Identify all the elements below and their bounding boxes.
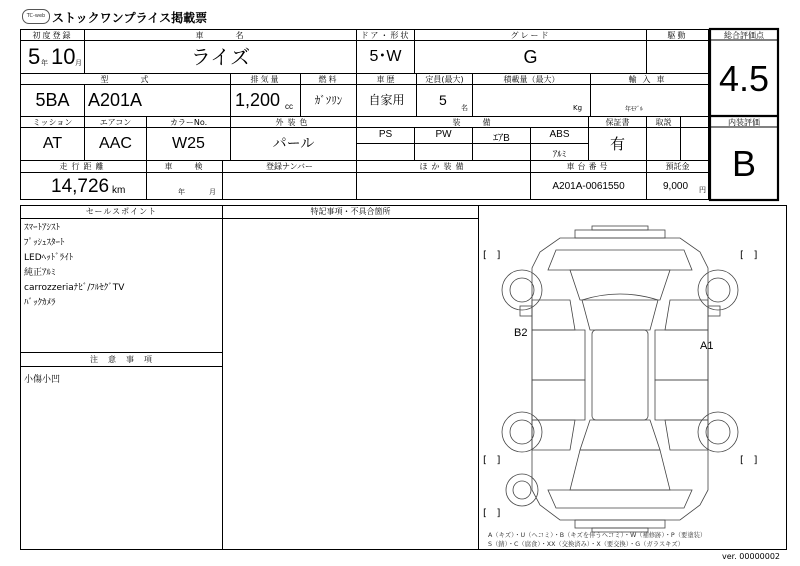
model-prefix-value: 5BA bbox=[35, 90, 70, 110]
bracket-close: ] bbox=[496, 508, 501, 519]
capacity-label: 定員(最大) bbox=[425, 75, 464, 84]
bracket-left-top bbox=[483, 250, 500, 261]
inspection-month-unit: 月 bbox=[209, 188, 216, 196]
equipment-label: 装 備 bbox=[452, 118, 493, 127]
chassis-value: A201A-0061550 bbox=[552, 181, 625, 192]
load-label: 積載量（最大） bbox=[503, 75, 560, 84]
manual-label: 取説 bbox=[655, 118, 672, 127]
bracket-close: ] bbox=[496, 455, 501, 466]
list-item: 純正ｱﾙﾐ bbox=[24, 268, 56, 278]
mileage-unit: km bbox=[112, 185, 126, 196]
notes-label: 注 意 事 項 bbox=[90, 355, 153, 364]
import-label: 輸入車 bbox=[628, 75, 671, 84]
mission-value: AT bbox=[42, 135, 63, 152]
list-item: ﾊﾞｯｸｶﾒﾗ bbox=[24, 298, 56, 308]
displacement-label: 排気量 bbox=[250, 75, 281, 84]
sales-points-label: セールスポイント bbox=[85, 207, 158, 216]
door-label: ドア・形状 bbox=[360, 31, 411, 40]
equip-alloy: ｱﾙﾐ bbox=[552, 150, 567, 160]
capacity-number: 5 bbox=[439, 92, 447, 108]
grade-label: グレード bbox=[510, 31, 551, 40]
displacement-number: 1,200 bbox=[235, 90, 281, 110]
history-value: 自家用 bbox=[368, 93, 405, 107]
aircon-label: エアコン bbox=[99, 118, 132, 127]
deposit-label: 預託金 bbox=[665, 162, 690, 171]
drive-label: 駆動 bbox=[667, 31, 688, 40]
bracket-open: [ bbox=[483, 508, 487, 519]
chassis-label: 車台番号 bbox=[566, 162, 611, 171]
bracket-open: [ bbox=[740, 455, 744, 466]
page-title: ストックワンプライス掲載票 bbox=[52, 11, 208, 25]
color-no-label: カラーNo. bbox=[169, 118, 208, 127]
bracket-open: [ bbox=[483, 455, 487, 466]
deposit-number: 9,000 bbox=[663, 181, 689, 192]
history-label: 車歴 bbox=[376, 75, 397, 84]
bracket-open: [ bbox=[740, 250, 744, 261]
door-shape-value: 5･W bbox=[369, 48, 402, 65]
first-reg-month: 10 bbox=[51, 44, 76, 69]
bracket-right-bottom bbox=[740, 455, 757, 466]
car-name-label: 車 名 bbox=[195, 31, 246, 40]
mission-label: ミッション bbox=[32, 118, 73, 127]
damage-mark-b2: B2 bbox=[514, 327, 528, 339]
bracket-open: [ bbox=[483, 250, 487, 261]
list-item: ﾌﾟｯｼｭｽﾀｰﾄ bbox=[24, 238, 65, 248]
bracket-close: ] bbox=[496, 250, 501, 261]
car-name-value: ライズ bbox=[190, 45, 251, 69]
model-code-value: A201A bbox=[88, 90, 143, 110]
list-item: 小傷小凹 bbox=[24, 375, 61, 385]
list-item: LEDﾍｯﾄﾞﾗｲﾄ bbox=[24, 253, 74, 263]
bracket-close: ] bbox=[753, 455, 758, 466]
legend-line-2: S（錆）・C（腐食）・XX（交換済み）・X（要交換）・G（ガラスキズ） bbox=[488, 541, 684, 548]
list-item: carrozzeriaﾅﾋﾞ/ﾌﾙｾｸﾞTV bbox=[24, 283, 125, 293]
plate-label: 登録ナンバー bbox=[265, 162, 314, 171]
total-score-value: 4.5 bbox=[718, 58, 770, 99]
warranty-label: 保証書 bbox=[605, 118, 630, 127]
first-reg-label: 初度登録 bbox=[32, 31, 73, 40]
other-equip-label: ほか装備 bbox=[419, 162, 468, 171]
exterior-value: パール bbox=[272, 136, 315, 152]
deposit-unit: 円 bbox=[699, 187, 706, 194]
first-reg-year: 5 bbox=[28, 44, 41, 69]
color-no-value: W25 bbox=[172, 135, 205, 152]
month-unit: 月 bbox=[75, 60, 82, 67]
fuel-label: 燃料 bbox=[318, 75, 339, 84]
warranty-value: 有 bbox=[609, 135, 625, 153]
bracket-left-bottom bbox=[483, 455, 500, 466]
grade-value: G bbox=[523, 47, 538, 67]
bracket-close: ] bbox=[753, 250, 758, 261]
load-unit: Kg bbox=[573, 104, 583, 112]
damage-mark-a1: A1 bbox=[700, 340, 714, 352]
inspection-year-unit: 年 bbox=[178, 188, 185, 196]
logo-text: TC-web bbox=[26, 13, 46, 19]
interior-score-label: 内装評価 bbox=[728, 118, 760, 127]
exterior-label: 外装色 bbox=[275, 118, 312, 127]
version-label: ver. 00000002 bbox=[722, 552, 781, 561]
year-unit: 年 bbox=[41, 60, 48, 67]
interior-score-value: B bbox=[731, 143, 756, 184]
equip-airbag: ｴｱB bbox=[493, 133, 510, 144]
mileage-label: 走行距離 bbox=[59, 162, 108, 171]
bracket-left-lower bbox=[483, 508, 500, 519]
bracket-right-top bbox=[740, 250, 757, 261]
remarks-label: 特記事項・不具合箇所 bbox=[310, 207, 391, 216]
displacement-unit: cc bbox=[285, 102, 293, 111]
list-item: ｽﾏｰﾄｱｼｽﾄ bbox=[24, 223, 61, 233]
mileage-number: 14,726 bbox=[51, 176, 110, 197]
total-score-label: 総合評価点 bbox=[724, 31, 764, 40]
aircon-value: AAC bbox=[99, 135, 132, 152]
legend-line-1: A（キズ）・U（ヘコミ）・B（キズを伴うヘコミ）・W（補修跡）・P（要塗装） bbox=[488, 532, 707, 539]
fuel-value: ｶﾞｿﾘﾝ bbox=[314, 94, 343, 107]
equip-abs: ABS bbox=[549, 129, 570, 140]
import-model-year: 年ﾓﾃﾞﾙ bbox=[625, 106, 644, 113]
model-label: 型 式 bbox=[100, 75, 151, 84]
equip-pw: PW bbox=[435, 129, 452, 140]
equip-ps: PS bbox=[378, 129, 393, 140]
capacity-unit: 名 bbox=[461, 105, 468, 112]
inspection-label: 車 検 bbox=[164, 162, 205, 171]
